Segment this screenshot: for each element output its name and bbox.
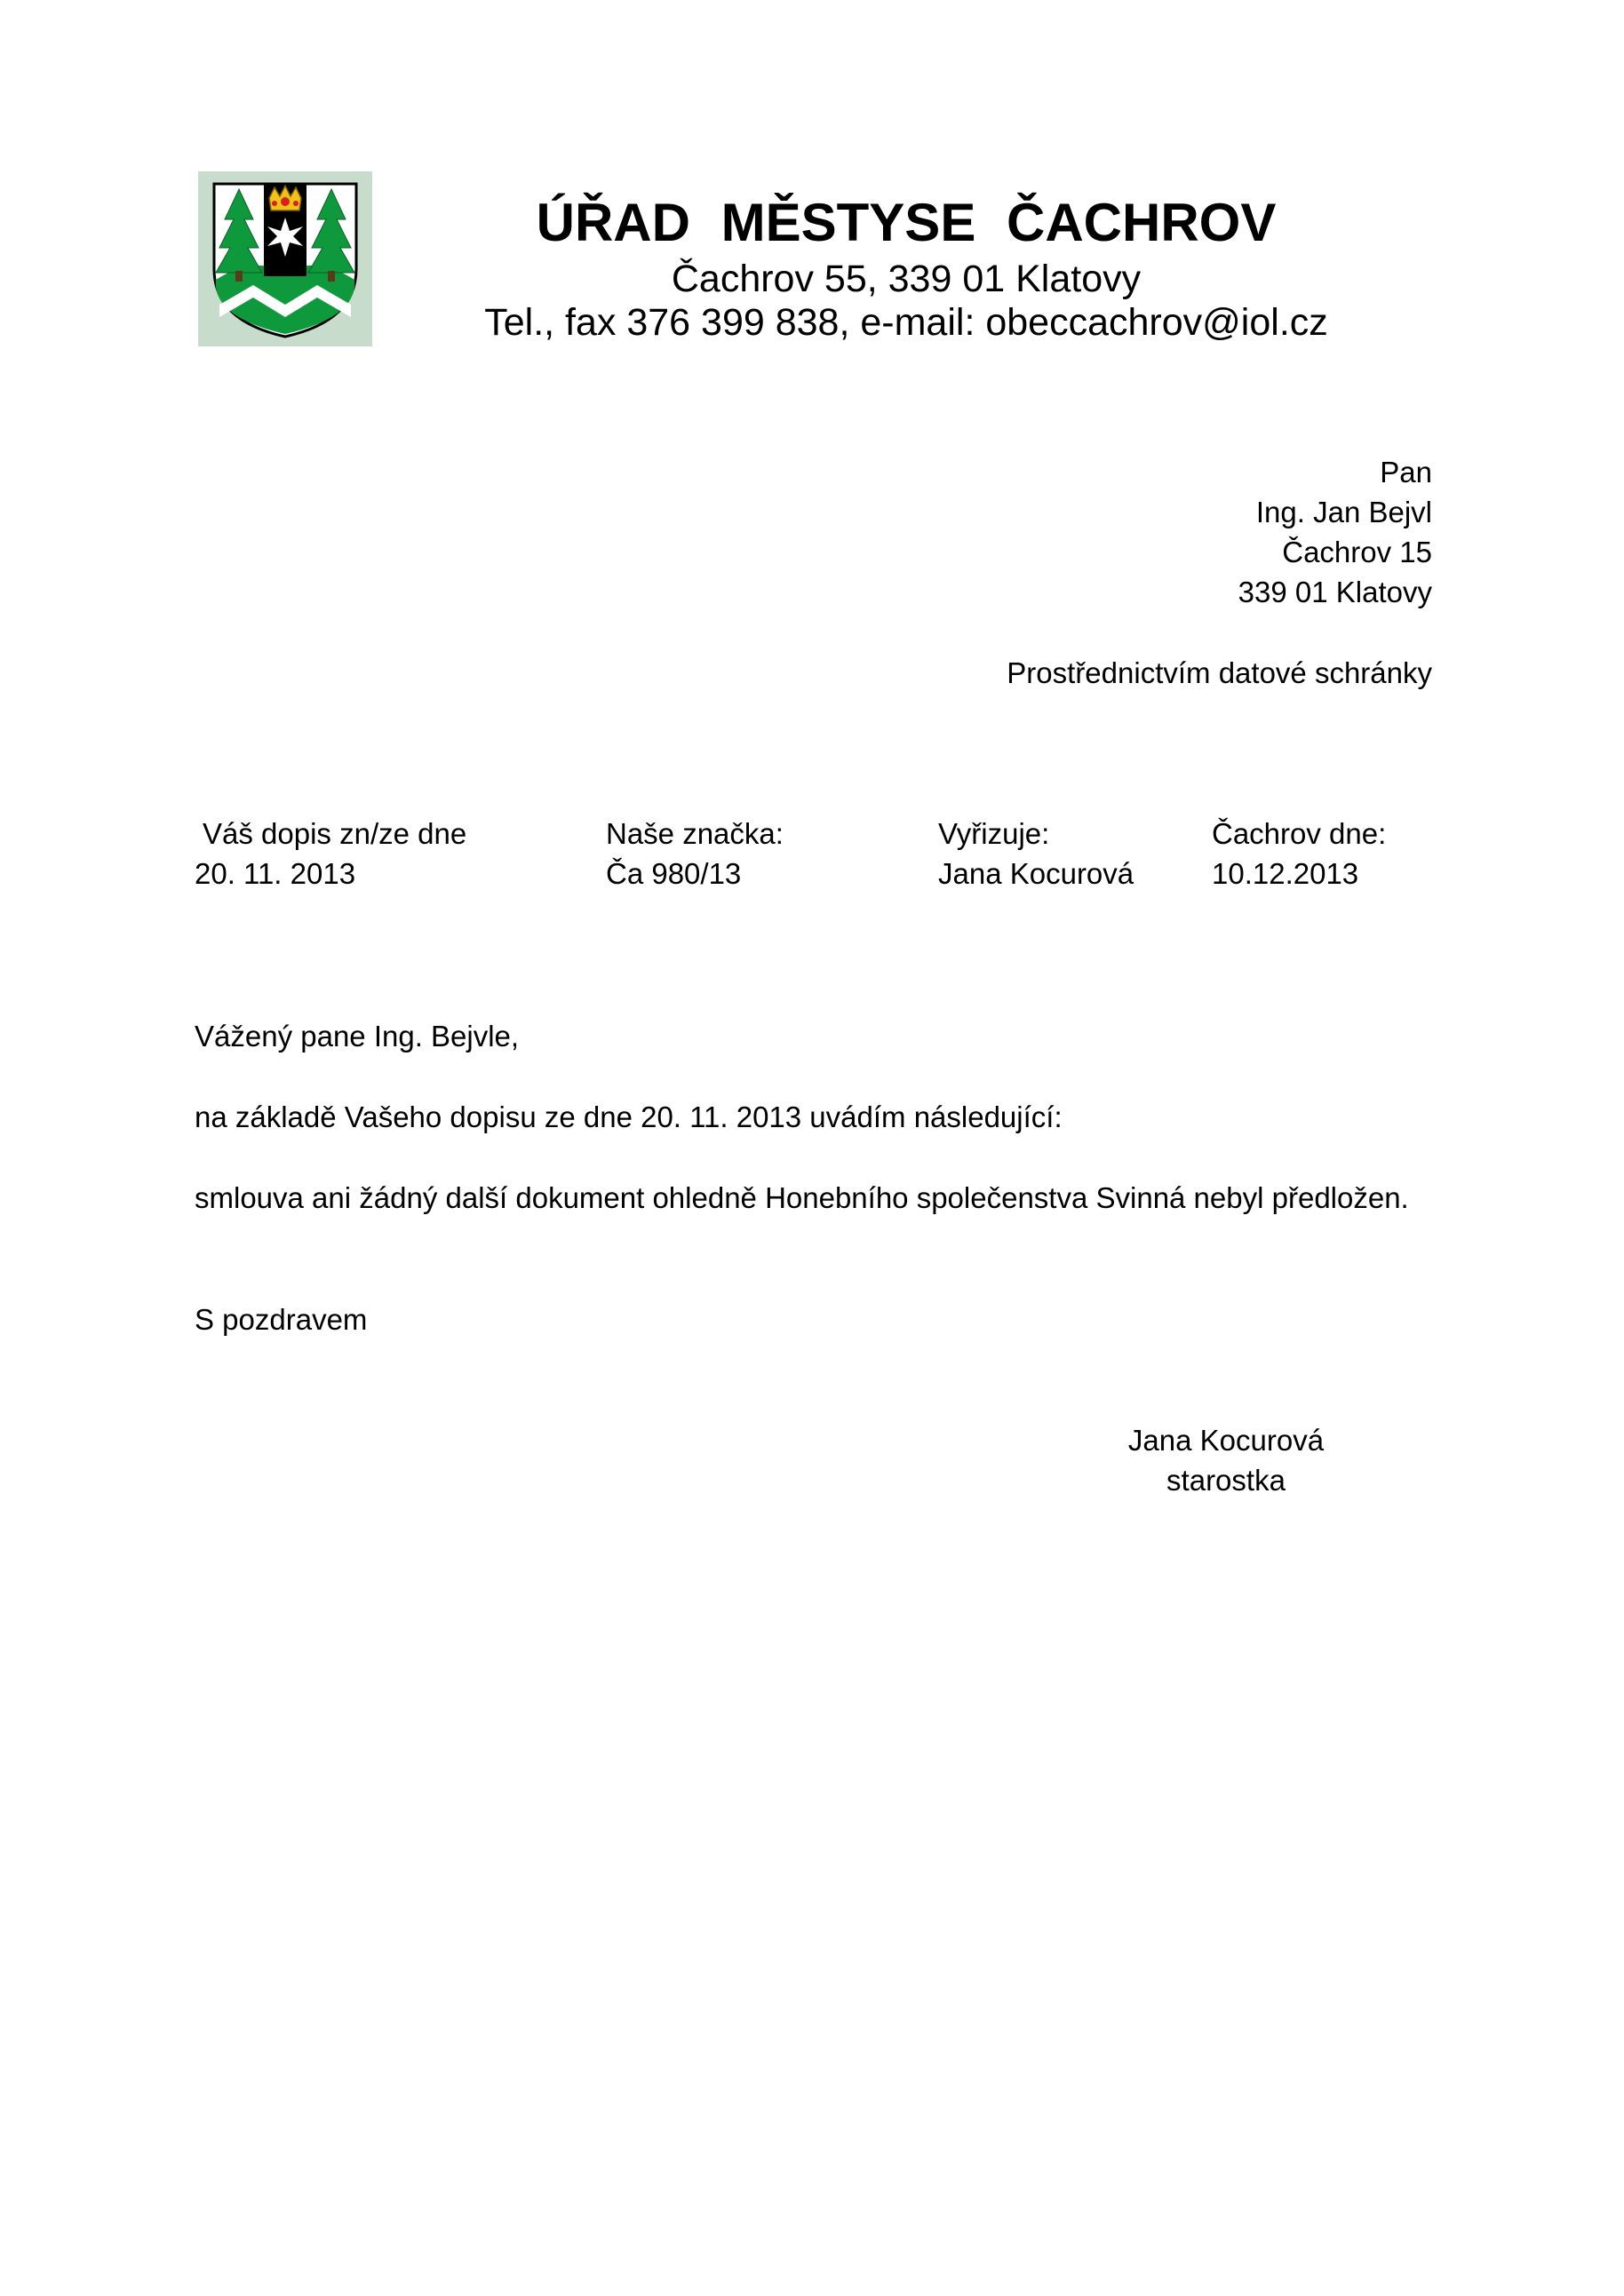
letterhead-title: ÚŘAD MĚSTYSE ČACHROV (536, 193, 1277, 252)
municipal-crest (198, 171, 372, 346)
letter-paragraph-1: na základě Vašeho dopisu ze dne 20. 11. 2013 uvádím následující: (195, 1100, 1063, 1133)
letter-paragraph-2: smlouva ani žádný další dokument ohledně Honebního společenstva Svinná nebyl předložen. (195, 1181, 1409, 1214)
letterhead-contact: Tel., fax 376 399 838, e-mail: obeccachrov@iol.cz (484, 301, 1328, 344)
reference-value-our-ref: Ča 980/13 (606, 857, 742, 890)
signature-role: starostka (1166, 1464, 1286, 1497)
delivery-note: Prostřednictvím datové schránky (1007, 656, 1432, 689)
reference-label-your-letter: Váš dopis zn/ze dne (203, 817, 467, 850)
crest-emblem-icon (198, 171, 372, 346)
recipient-name: Ing. Jan Bejvl (1255, 496, 1432, 528)
reference-label-handled-by: Vyřizuje: (938, 817, 1050, 850)
letterhead-address: Čachrov 55, 339 01 Klatovy (671, 258, 1142, 300)
letter-closing: S pozdravem (195, 1303, 368, 1336)
letter-greeting: Vážený pane Ing. Bejvle, (195, 1020, 520, 1053)
reference-label-our-ref: Naše značka: (606, 817, 784, 850)
recipient-street: Čachrov 15 (1282, 536, 1432, 568)
recipient-salutation: Pan (1380, 456, 1432, 489)
reference-value-date: 10.12.2013 (1212, 857, 1359, 890)
recipient-city: 339 01 Klatovy (1238, 576, 1432, 608)
reference-label-date: Čachrov dne: (1212, 817, 1387, 850)
reference-value-your-letter: 20. 11. 2013 (195, 857, 356, 890)
reference-value-handled-by: Jana Kocurová (938, 857, 1134, 890)
signature-name: Jana Kocurová (1127, 1424, 1325, 1457)
